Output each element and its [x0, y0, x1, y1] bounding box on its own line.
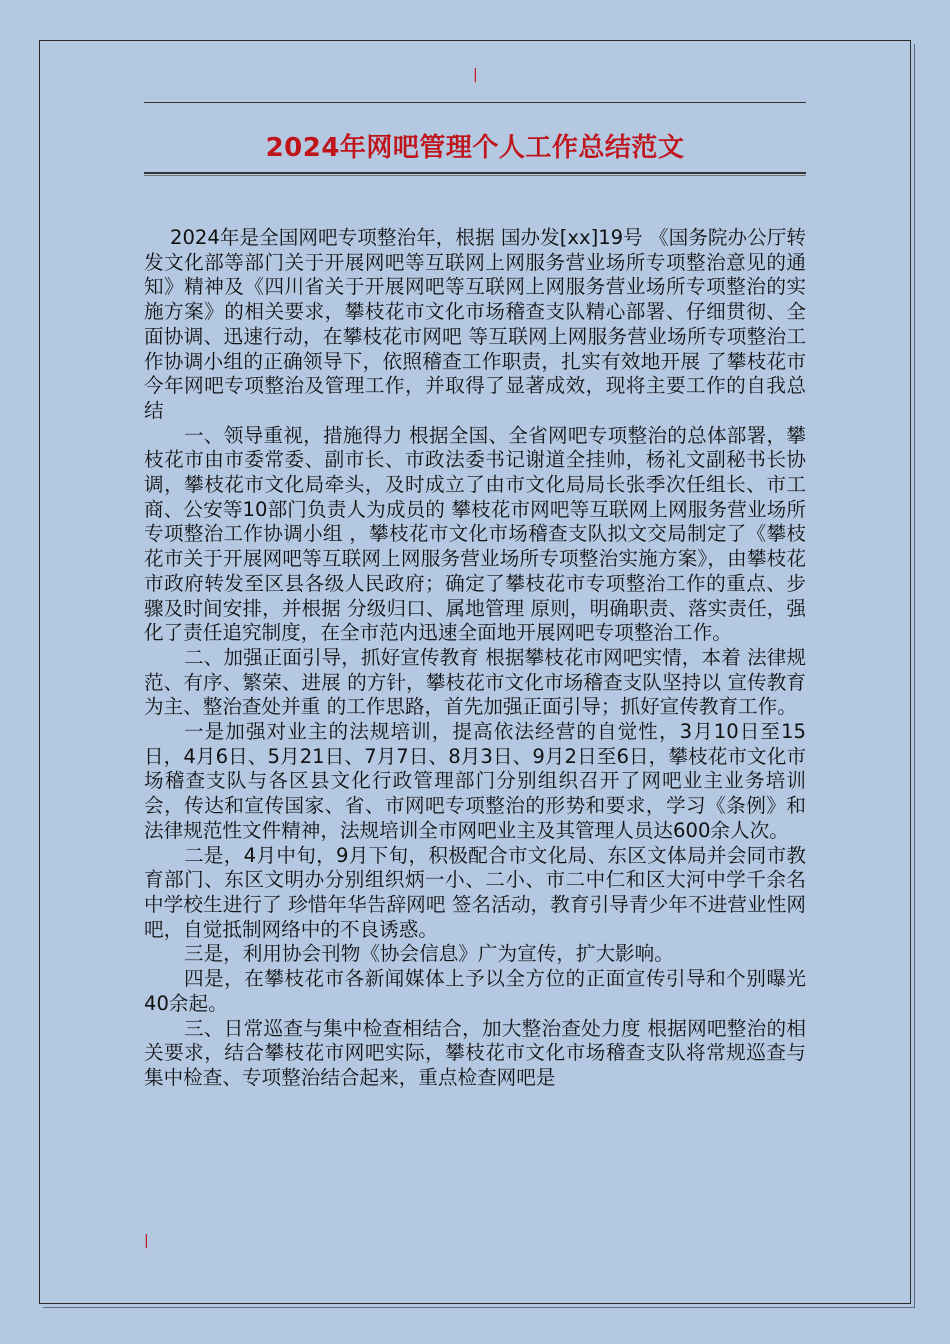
title-rule [144, 172, 806, 174]
title-rule-thin [144, 175, 806, 176]
header-mark: | [473, 67, 478, 83]
paragraph-item-4: 四是，在攀枝花市各新闻媒体上予以全方位的正面宣传引导和个别曝光40余起。 [144, 967, 806, 1015]
paragraph-item-3: 三是，利用协会刊物《协会信息》广为宣传，扩大影响。 [184, 942, 674, 966]
document-body [144, 226, 806, 1091]
document-title: 2024年网吧管理个人工作总结范文 [265, 133, 685, 163]
paragraph-item-2: 二是，4月中旬，9月下旬，积极配合市文化局、东区文体局并会同市教育部门、东区文明办分别组织炳一小、二小、市二中仁和区大河中学千余名中学校生进行了 珍惜年华告辞网吧 签名活动，教育引导青少年不进营业性网吧，自觉抵制网络中的不良诱惑。 [144, 843, 806, 941]
footer-mark: | [144, 1233, 149, 1249]
paragraph-section-3: 三、日常巡查与集中检查相结合，加大整治查处力度 根据网吧整治的相关要求，结合攀枝花市网吧实际，攀枝花市文化市场稽查支队将常规巡查与集中检查、专项整治结合起来，重点检查网吧是 [144, 1016, 806, 1089]
paragraph-section-2: 二、加强正面引导，抓好宣传教育 根据攀枝花市网吧实情，本着 法律规范、有序、繁荣、进展 的方针，攀枝花市文化市场稽查支队坚持以 宣传教育为主、整治查处并重 的工作思路，首先加强正面引导；抓好宣传教育工作。 [144, 645, 806, 719]
paragraph-item-1: 一是加强对业主的法规培训，提高依法经营的自觉性，3月10日至15日，4月6日、5月21日、7月7日、8月3日、9月2日至6日，攀枝花市文化市场稽查支队与各区县文化行政管理部门分别组织召开了网吧业主业务培训会，传达和宣传国家、省、市网吧专项整治的形势和要求，学习《条例》和法律规范性文件精神，法规培训全市网吧业主及其管理人员达600余人次。 [144, 720, 806, 842]
paragraph-intro: 2024年是全国网吧专项整治年，根据 国办发[xx]19号 《国务院办公厅转发文化部等部门关于开展网吧等互联网上网服务营业场所专项整治意见的通知》精神及《四川省关于开展网吧等互联网上网服务营业场所专项整治的实施方案》的相关要求，攀枝花市文化市场稽查支队精心部署、仔细贯彻、全面协调、迅速行动，在攀枝花市网吧 等互联网上网服务营业场所专项整治工作协调小组的正确领导下，依照稽查工作职责，扎实有效地开展 了攀枝花市今年网吧专项整治及管理工作，并取得了显著成效，现将主要工作的自我总结 [144, 226, 806, 422]
header-rule [144, 102, 806, 103]
paragraph-section-1: 一、领导重视，措施得力 根据全国、全省网吧专项整治的总体部署，攀枝花市由市委常委、副市长、市政法委书记谢道全挂帅，杨礼文副秘书长协调，攀枝花市文化局牵头，及时成立了由市文化局局长张季次任组长、市工商、公安等10部门负责人为成员的 攀枝花市网吧等互联网上网服务营业场所专项整治工作协调小组 ，攀枝花市文化市场稽查支队拟文交局制定了《攀枝花市关于开展网吧等互联网上网服务营业场所专项整治实施方案》，由攀枝花市政府转发至区县各级人民政府；确定了攀枝花市专项整治工作的重点、步骤及时间安排，并根据 分级归口、属地管理 原则，明确职责、落实责任，强化了责任追究制度，在全市范内迅速全面地开展网吧专项整治工作。 [144, 423, 806, 645]
